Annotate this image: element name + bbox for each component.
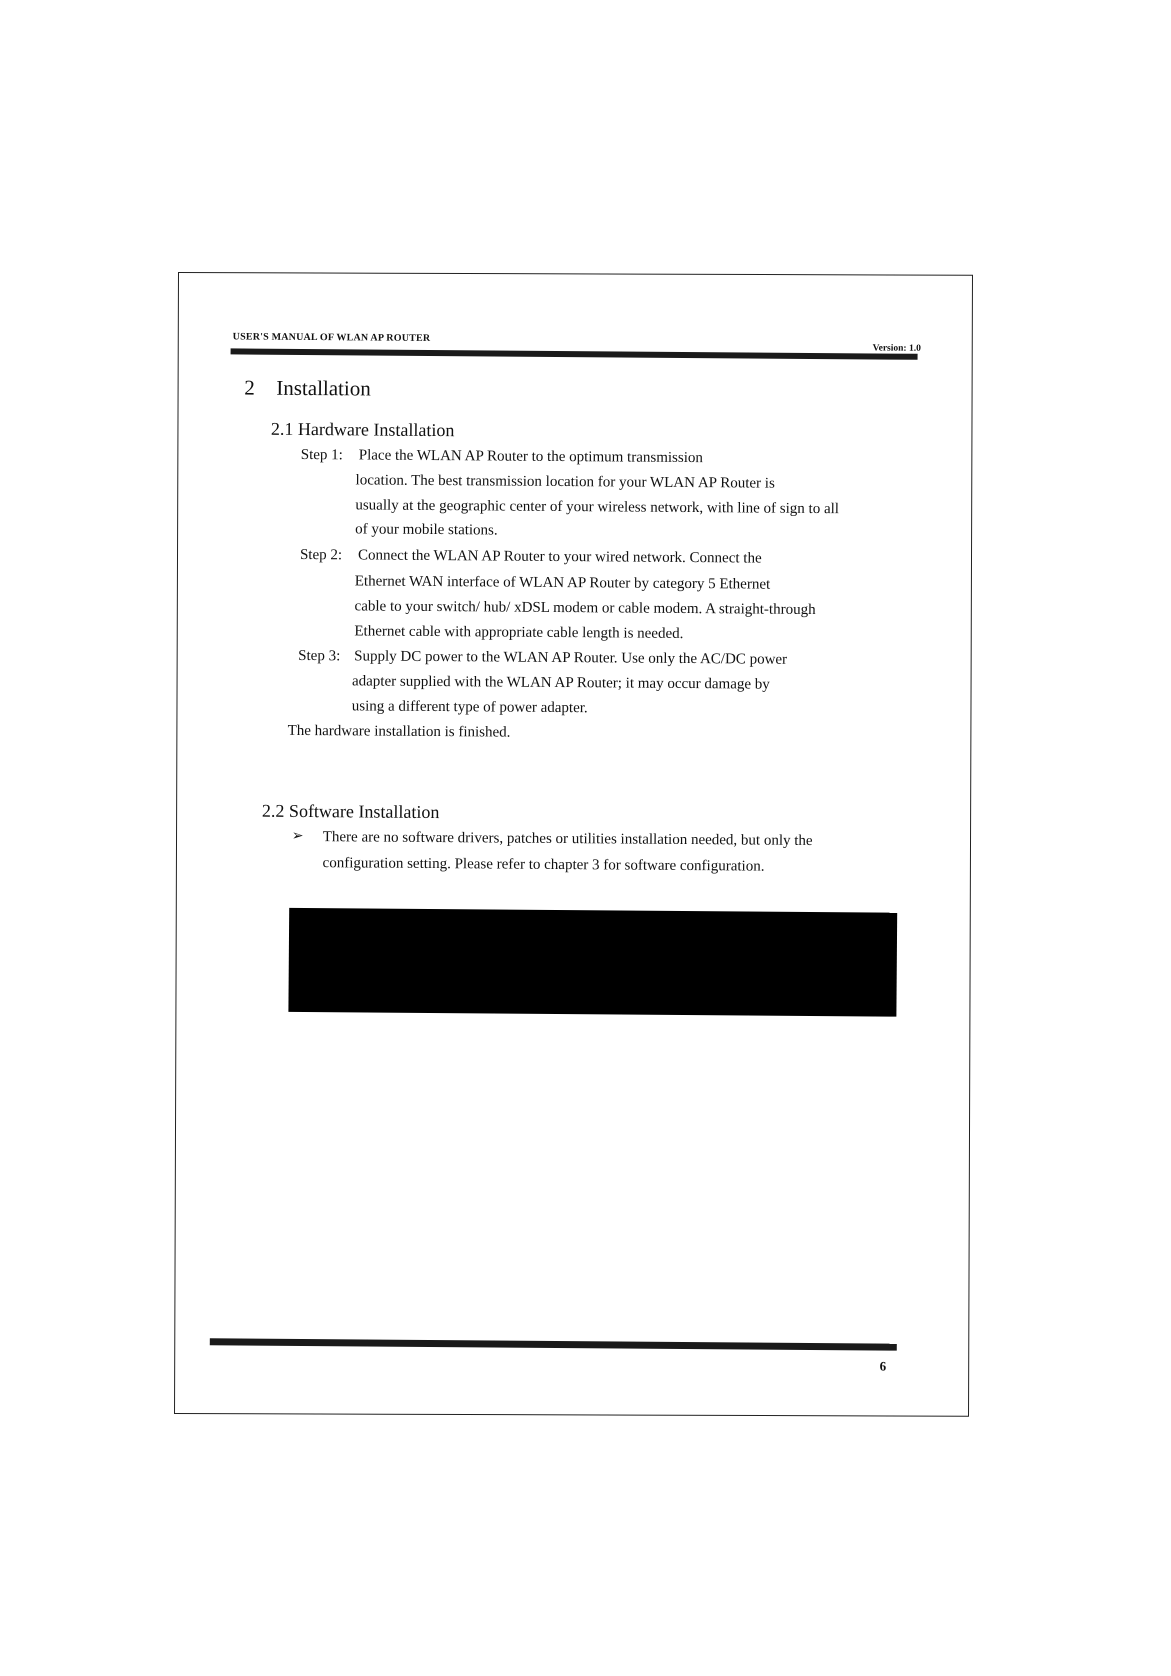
step-2-line-4: Ethernet cable with appropriate cable length is needed. (354, 623, 684, 642)
software-line-1: There are no software drivers, patches or utilities installation needed, but only the (322, 829, 813, 850)
hardware-installation-heading: 2.1 Hardware Installation (270, 418, 455, 441)
manual-version: Version: 1.0 (872, 343, 921, 354)
software-installation-heading: 2.2 Software Installation (261, 800, 440, 823)
arrow-bullet-icon: ➢ (291, 828, 304, 845)
footer-rule (210, 1338, 897, 1350)
page-number: 6 (879, 1358, 887, 1374)
header-rule (231, 348, 918, 359)
step-3-label: Step 3: (298, 647, 341, 665)
chapter-title: Installation (276, 375, 371, 401)
manual-header-title: USER'S MANUAL OF WLAN AP ROUTER (232, 331, 431, 344)
hardware-installation-finished: The hardware installation is finished. (287, 722, 511, 741)
step-1-line-1: Place the WLAN AP Router to the optimum transmission (358, 447, 703, 467)
chapter-number: 2 (244, 375, 255, 400)
redacted-block (288, 908, 897, 1017)
step-1-line-4: of your mobile stations. (355, 521, 498, 539)
step-3-line-2: adapter supplied with the WLAN AP Router; it may occur damage by (351, 673, 770, 693)
step-2-line-2: Ethernet WAN interface of WLAN AP Router by category 5 Ethernet (354, 573, 771, 593)
chapter-heading (244, 376, 371, 402)
software-line-2: configuration setting. Please refer to chapter 3 for software configuration. (322, 855, 765, 875)
step-3-line-1: Supply DC power to the WLAN AP Router. Use only the AC/DC power (354, 648, 788, 668)
step-1-line-3: usually at the geographic center of your wireless network, with line of sign to all (355, 497, 840, 518)
step-1-line-2: location. The best transmission location for your WLAN AP Router is (355, 472, 775, 492)
step-2-line-1: Connect the WLAN AP Router to your wired network. Connect the (357, 547, 762, 567)
step-2-line-3: cable to your switch/ hub/ xDSL modem or cable modem. A straight-through (354, 598, 816, 619)
step-1-label: Step 1: (300, 446, 343, 464)
step-2-label: Step 2: (299, 546, 343, 564)
step-3-line-3: using a different type of power adapter. (351, 698, 588, 717)
